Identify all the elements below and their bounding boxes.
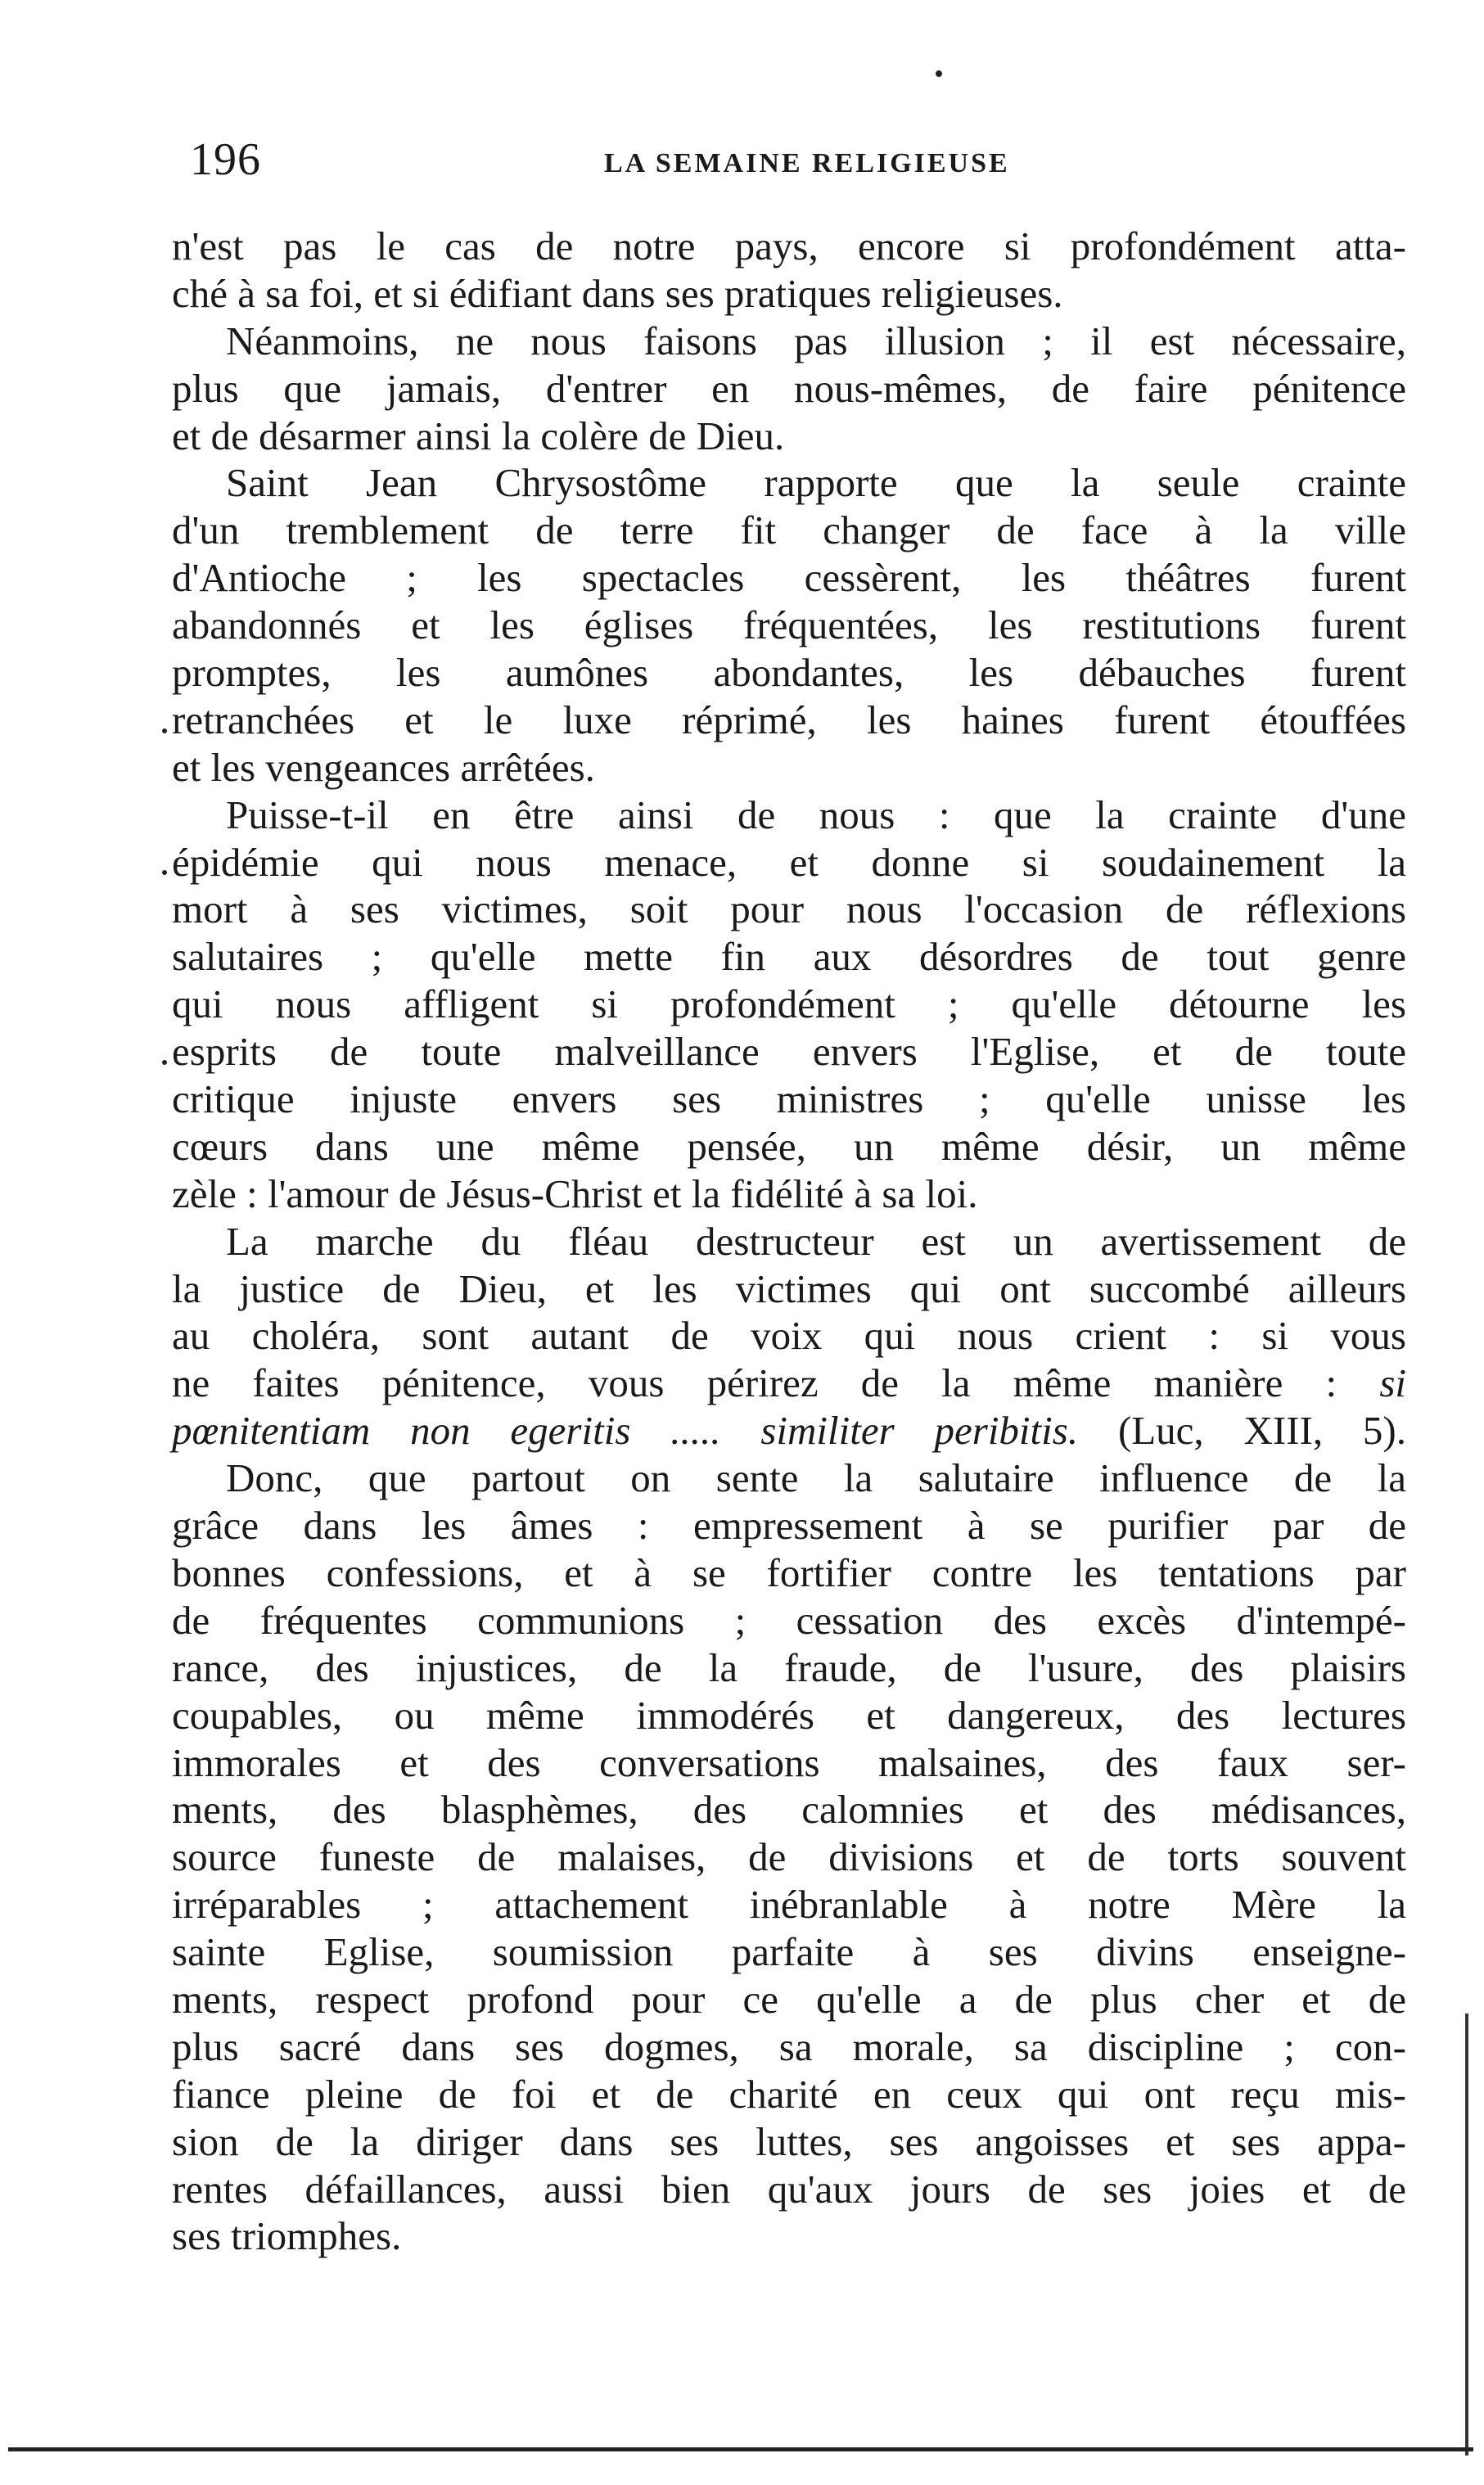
margin-mark (162, 1060, 167, 1065)
text-line: qui nous affligent si profondément ; qu'elle détourne les (172, 981, 1406, 1027)
text-line: rance, des injustices, de la fraude, de l'usure, des plaisirs (172, 1644, 1406, 1690)
text-line: d'Antioche ; les spectacles cessèrent, les théâtres furent (172, 555, 1406, 601)
text-line: zèle : l'amour de Jésus-Christ et la fidélité à sa loi. (172, 1170, 978, 1216)
text-line: ments, des blasphèmes, des calomnies et des médisances, (172, 1787, 1406, 1833)
text-line: épidémie qui nous menace, et donne si soudainement la (172, 839, 1406, 885)
text-line: et de désarmer ainsi la colère de Dieu. (172, 413, 785, 458)
text-line: immorales et des conversations malsaines, des faux ser- (172, 1739, 1406, 1785)
page-edge-mark (1465, 2014, 1468, 2456)
text-line: Puisse-t-il en être ainsi de nous : que la crainte d'une (226, 792, 1406, 837)
text-line: Donc, que partout on sente la salutaire influence de la (226, 1455, 1406, 1501)
running-title: LA SEMAINE RELIGIEUSE (604, 148, 1010, 178)
text-line: fiance pleine de foi et de charité en ceux qui ont reçu mis- (172, 2071, 1406, 2117)
text-line: La marche du fléau destructeur est un avertissement de (226, 1218, 1406, 1264)
text-line: ses triomphes. (172, 2213, 402, 2259)
text-line: source funeste de malaises, de divisions et de torts souvent (172, 1834, 1406, 1880)
text-line: de fréquentes communions ; cessation des excès d'intempé- (172, 1597, 1406, 1643)
text-line: grâce dans les âmes : empressement à se purifier par de (172, 1503, 1406, 1549)
text-line: rentes défaillances, aussi bien qu'aux jours de ses joies et de (172, 2166, 1406, 2212)
text-line: ché à sa foi, et si édifiant dans ses pratiques religieuses. (172, 270, 1063, 316)
text-line: n'est pas le cas de notre pays, encore si profondément atta- (172, 223, 1406, 268)
margin-mark (162, 870, 167, 875)
text-line: salutaires ; qu'elle mette fin aux désordres de tout genre (172, 934, 1406, 980)
text-line: ne faites pénitence, vous périrez de la même manière : si (172, 1360, 1406, 1406)
text-line: au choléra, sont autant de voix qui nous crient : si vous (172, 1313, 1406, 1359)
ink-speck (936, 70, 942, 77)
text-line: mort à ses victimes, soit pour nous l'occasion de réflexions (172, 886, 1406, 932)
text-line: bonnes confessions, et à se fortifier contre les tentations par (172, 1549, 1406, 1595)
text-line: cœurs dans une même pensée, un même désir, un même (172, 1123, 1406, 1169)
text-line: et les vengeances arrêtées. (172, 744, 595, 790)
margin-mark (162, 728, 167, 733)
text-line: plus sacré dans ses dogmes, sa morale, sa discipline ; con- (172, 2023, 1406, 2069)
text-line: critique injuste envers ses ministres ; qu'elle unisse les (172, 1076, 1406, 1122)
text-line: pœnitentiam non egeritis ..... similiter peribitis. (Luc, XIII, 5). (172, 1408, 1407, 1454)
text-line: ments, respect profond pour ce qu'elle a de plus cher et de (172, 1976, 1406, 2022)
text-line: plus que jamais, d'entrer en nous-mêmes, de faire pénitence (172, 365, 1406, 411)
text-line: la justice de Dieu, et les victimes qui ont succombé ailleurs (172, 1265, 1406, 1311)
running-head (190, 131, 1418, 188)
text-line: promptes, les aumônes abondantes, les débauches furent (172, 650, 1406, 696)
page-number: 196 (190, 134, 261, 185)
text-line: irréparables ; attachement inébranlable à notre Mère la (172, 1882, 1406, 1928)
text-line: coupables, ou même immodérés et dangereux, des lectures (172, 1692, 1406, 1738)
text-line: Néanmoins, ne nous faisons pas illusion ; il est nécessaire, (226, 318, 1406, 363)
text-line: sion de la diriger dans ses luttes, ses angoisses et ses appa- (172, 2118, 1406, 2164)
text-line: retranchées et le luxe réprimé, les haines furent étouffées (172, 697, 1406, 742)
text-line: esprits de toute malveillance envers l'Eglise, et de toute (172, 1029, 1406, 1075)
text-line: abandonnés et les églises fréquentées, les restitutions furent (172, 602, 1406, 648)
page-bottom-edge (8, 2447, 1473, 2451)
text-line: sainte Eglise, soumission parfaite à ses divins enseigne- (172, 1929, 1406, 1975)
text-line: d'un tremblement de terre fit changer de face à la ville (172, 507, 1406, 553)
body-text (172, 223, 1406, 2260)
text-line: Saint Jean Chrysostôme rapporte que la seule crainte (226, 460, 1406, 506)
